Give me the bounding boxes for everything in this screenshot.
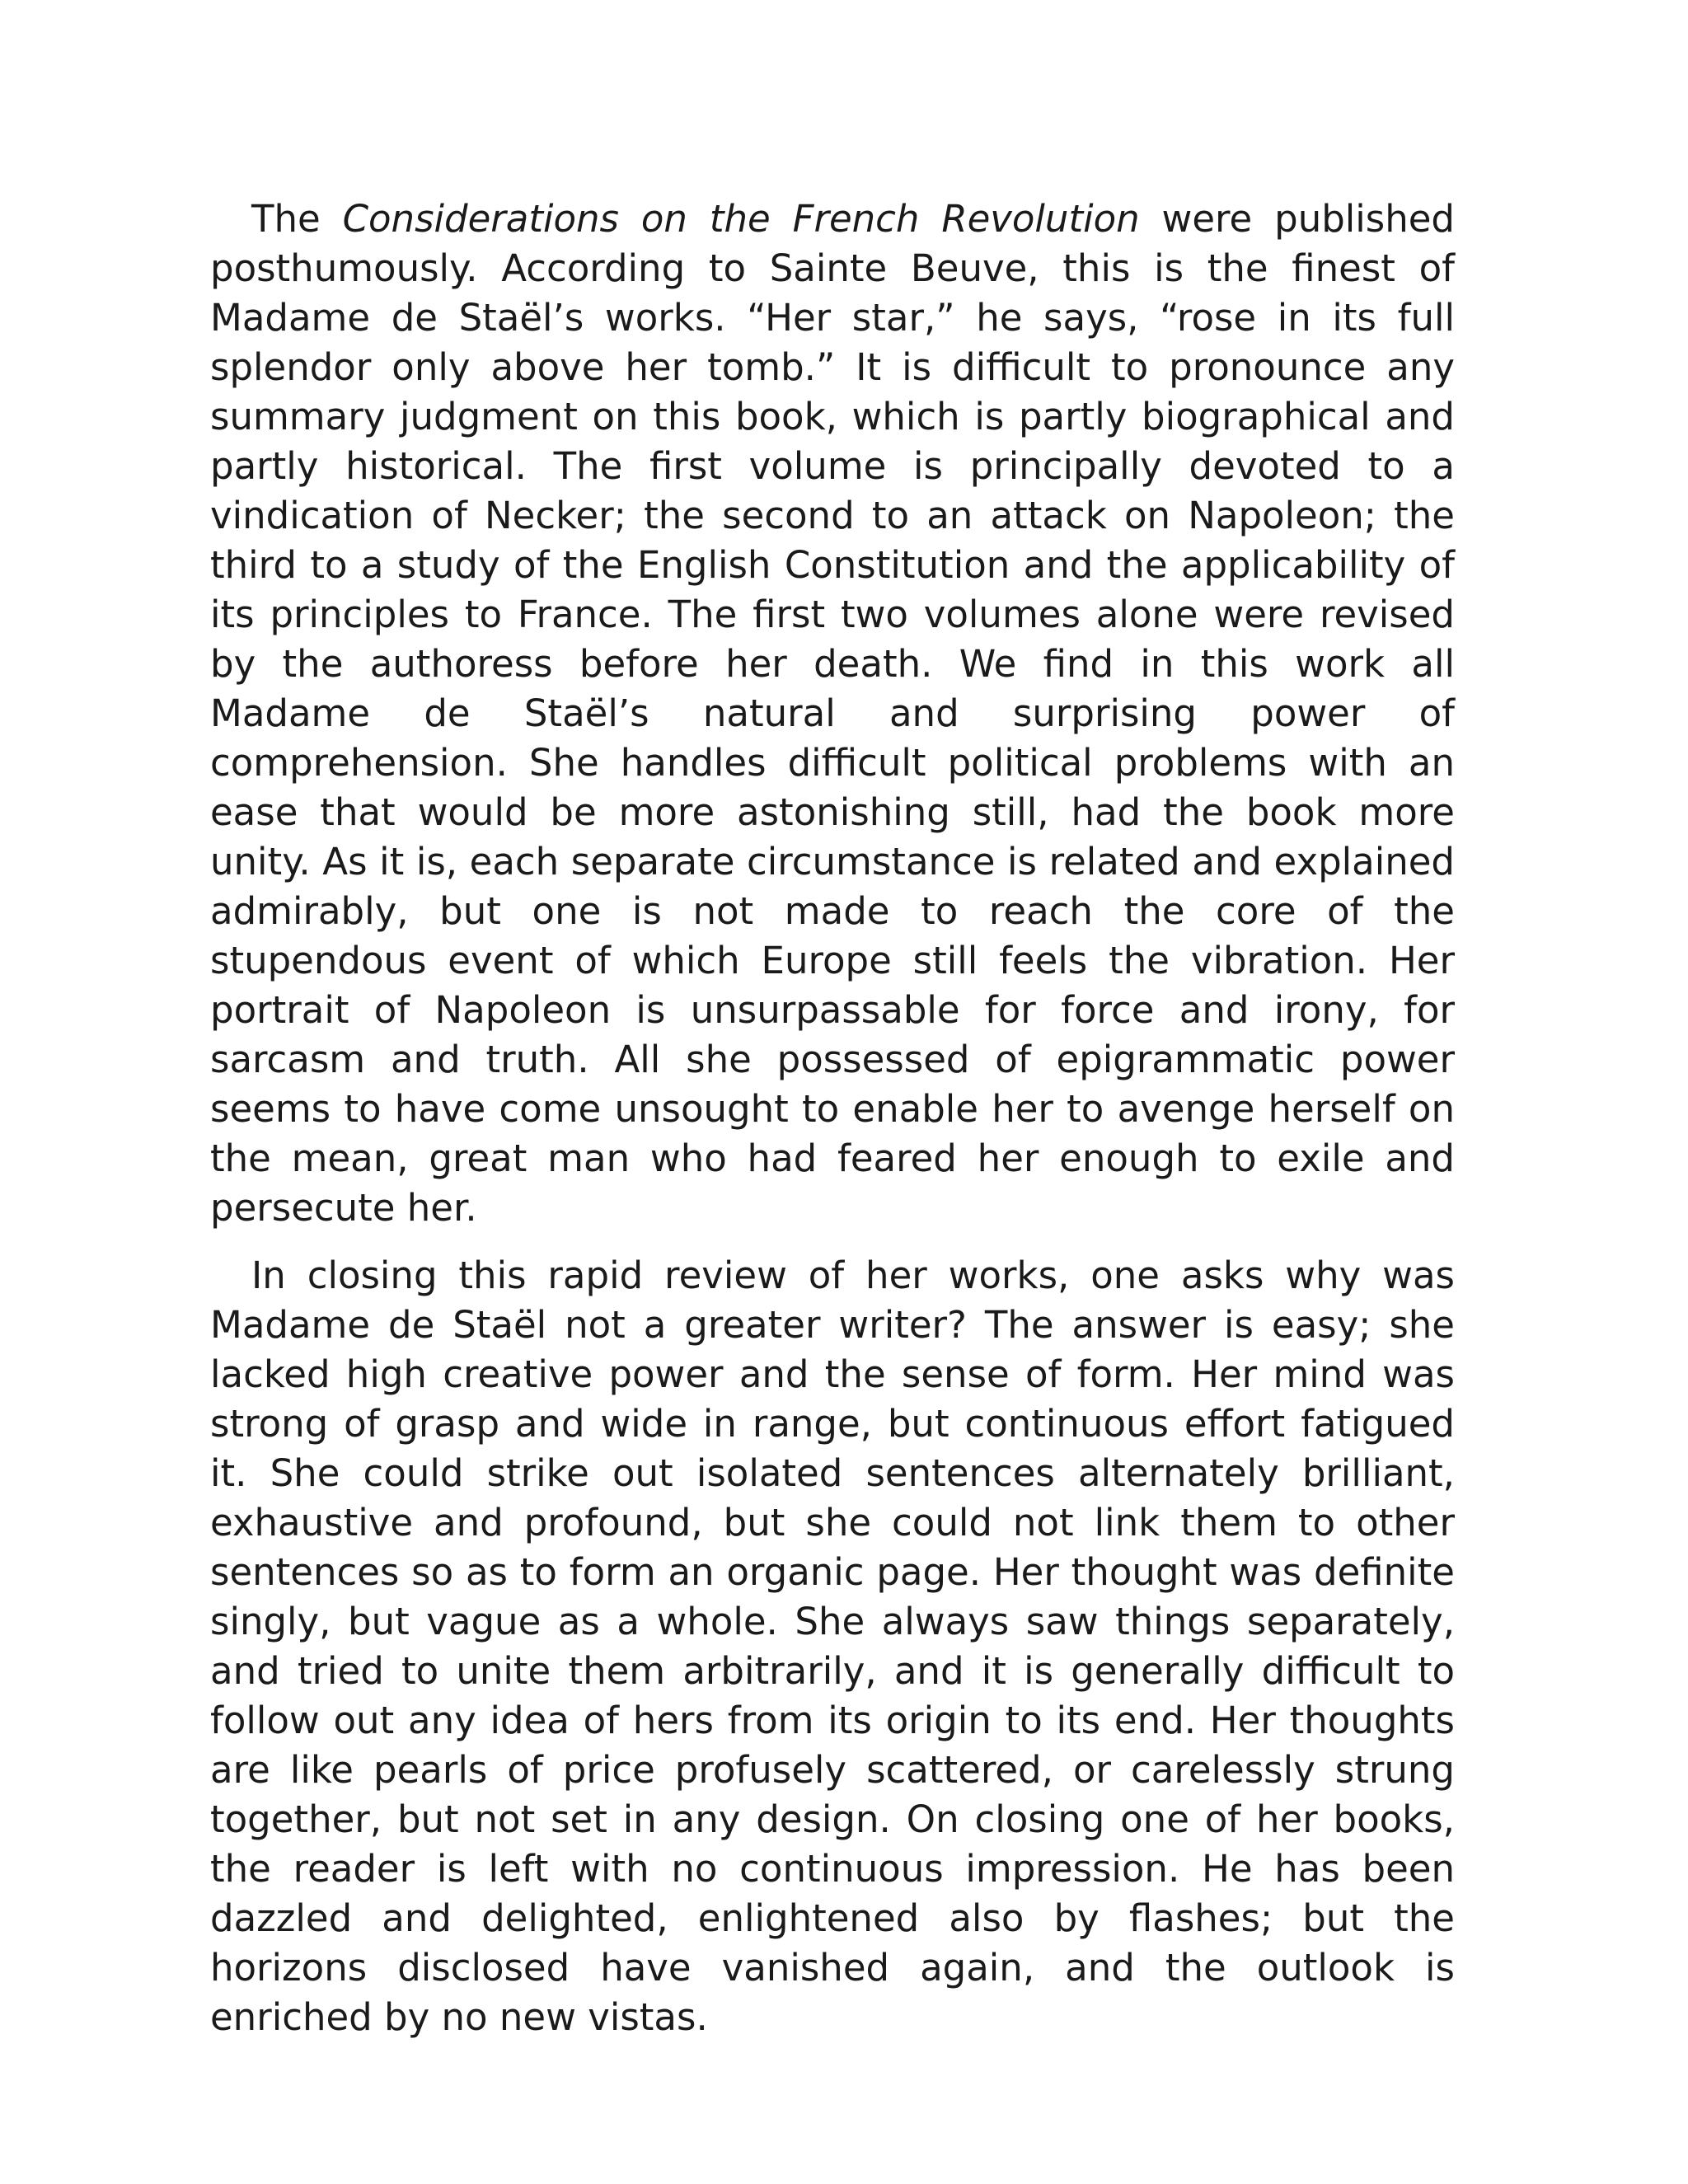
document-page <box>210 194 1455 2042</box>
book-title: Considerations on the French Revolution <box>342 197 1140 241</box>
paragraph-1-lead: The <box>251 197 343 241</box>
paragraph-1-text: were published posthumously. According to Sainte Beuve, this is the finest of Madame de Staël’s works. “Her star,” he says, “rose in its full splendor only above her tomb.” It is difficult to pronounce any summary judgment on this book, which is partly biographical and partly historical. The first volume is principally devoted to a vindication of Necker; the second to an attack on Napoleon; the third to a study of the English Constitution and the applicability of its principles to France. The first two volumes alone were revised by the authoress before her death. We find in this work all Madame de Staël’s natural and surprising power of comprehension. She handles difficult political problems with an ease that would be more astonishing still, had the book more unity. As it is, each separate circumstance is related and explained admirably, but one is not made to reach the core of the stupendous event of which Europe still feels the vibration. Her portrait of Napoleon is unsurpassable for force and irony, for sarcasm and truth. All she possessed of epigrammatic power seems to have come unsought to enable her to avenge herself on the mean, great man who had feared her enough to exile and persecute her. <box>210 197 1456 1230</box>
paragraph-2: In closing this rapid review of her works, one asks why was Madame de Staël not a greater writer? The answer is easy; she lacked high creative power and the sense of form. Her mind was strong of grasp and wide in range, but continuous effort fatigued it. She could strike out isolated sentences alternately brilliant, exhaustive and profound, but she could not link them to other sentences so as to form an organic page. Her thought was definite singly, but vague as a whole. She always saw things separately, and tried to unite them arbitrarily, and it is generally difficult to follow out any idea of hers from its origin to its end. Her thoughts are like pearls of price profusely scattered, or carelessly strung together, but not set in any design. On closing one of her books, the reader is left with no continuous impression. He has been dazzled and delighted, enlightened also by flashes; but the horizons disclosed have vanished again, and the outlook is enriched by no new vistas. <box>210 1254 1455 2039</box>
paragraph-1 <box>210 194 1455 1233</box>
